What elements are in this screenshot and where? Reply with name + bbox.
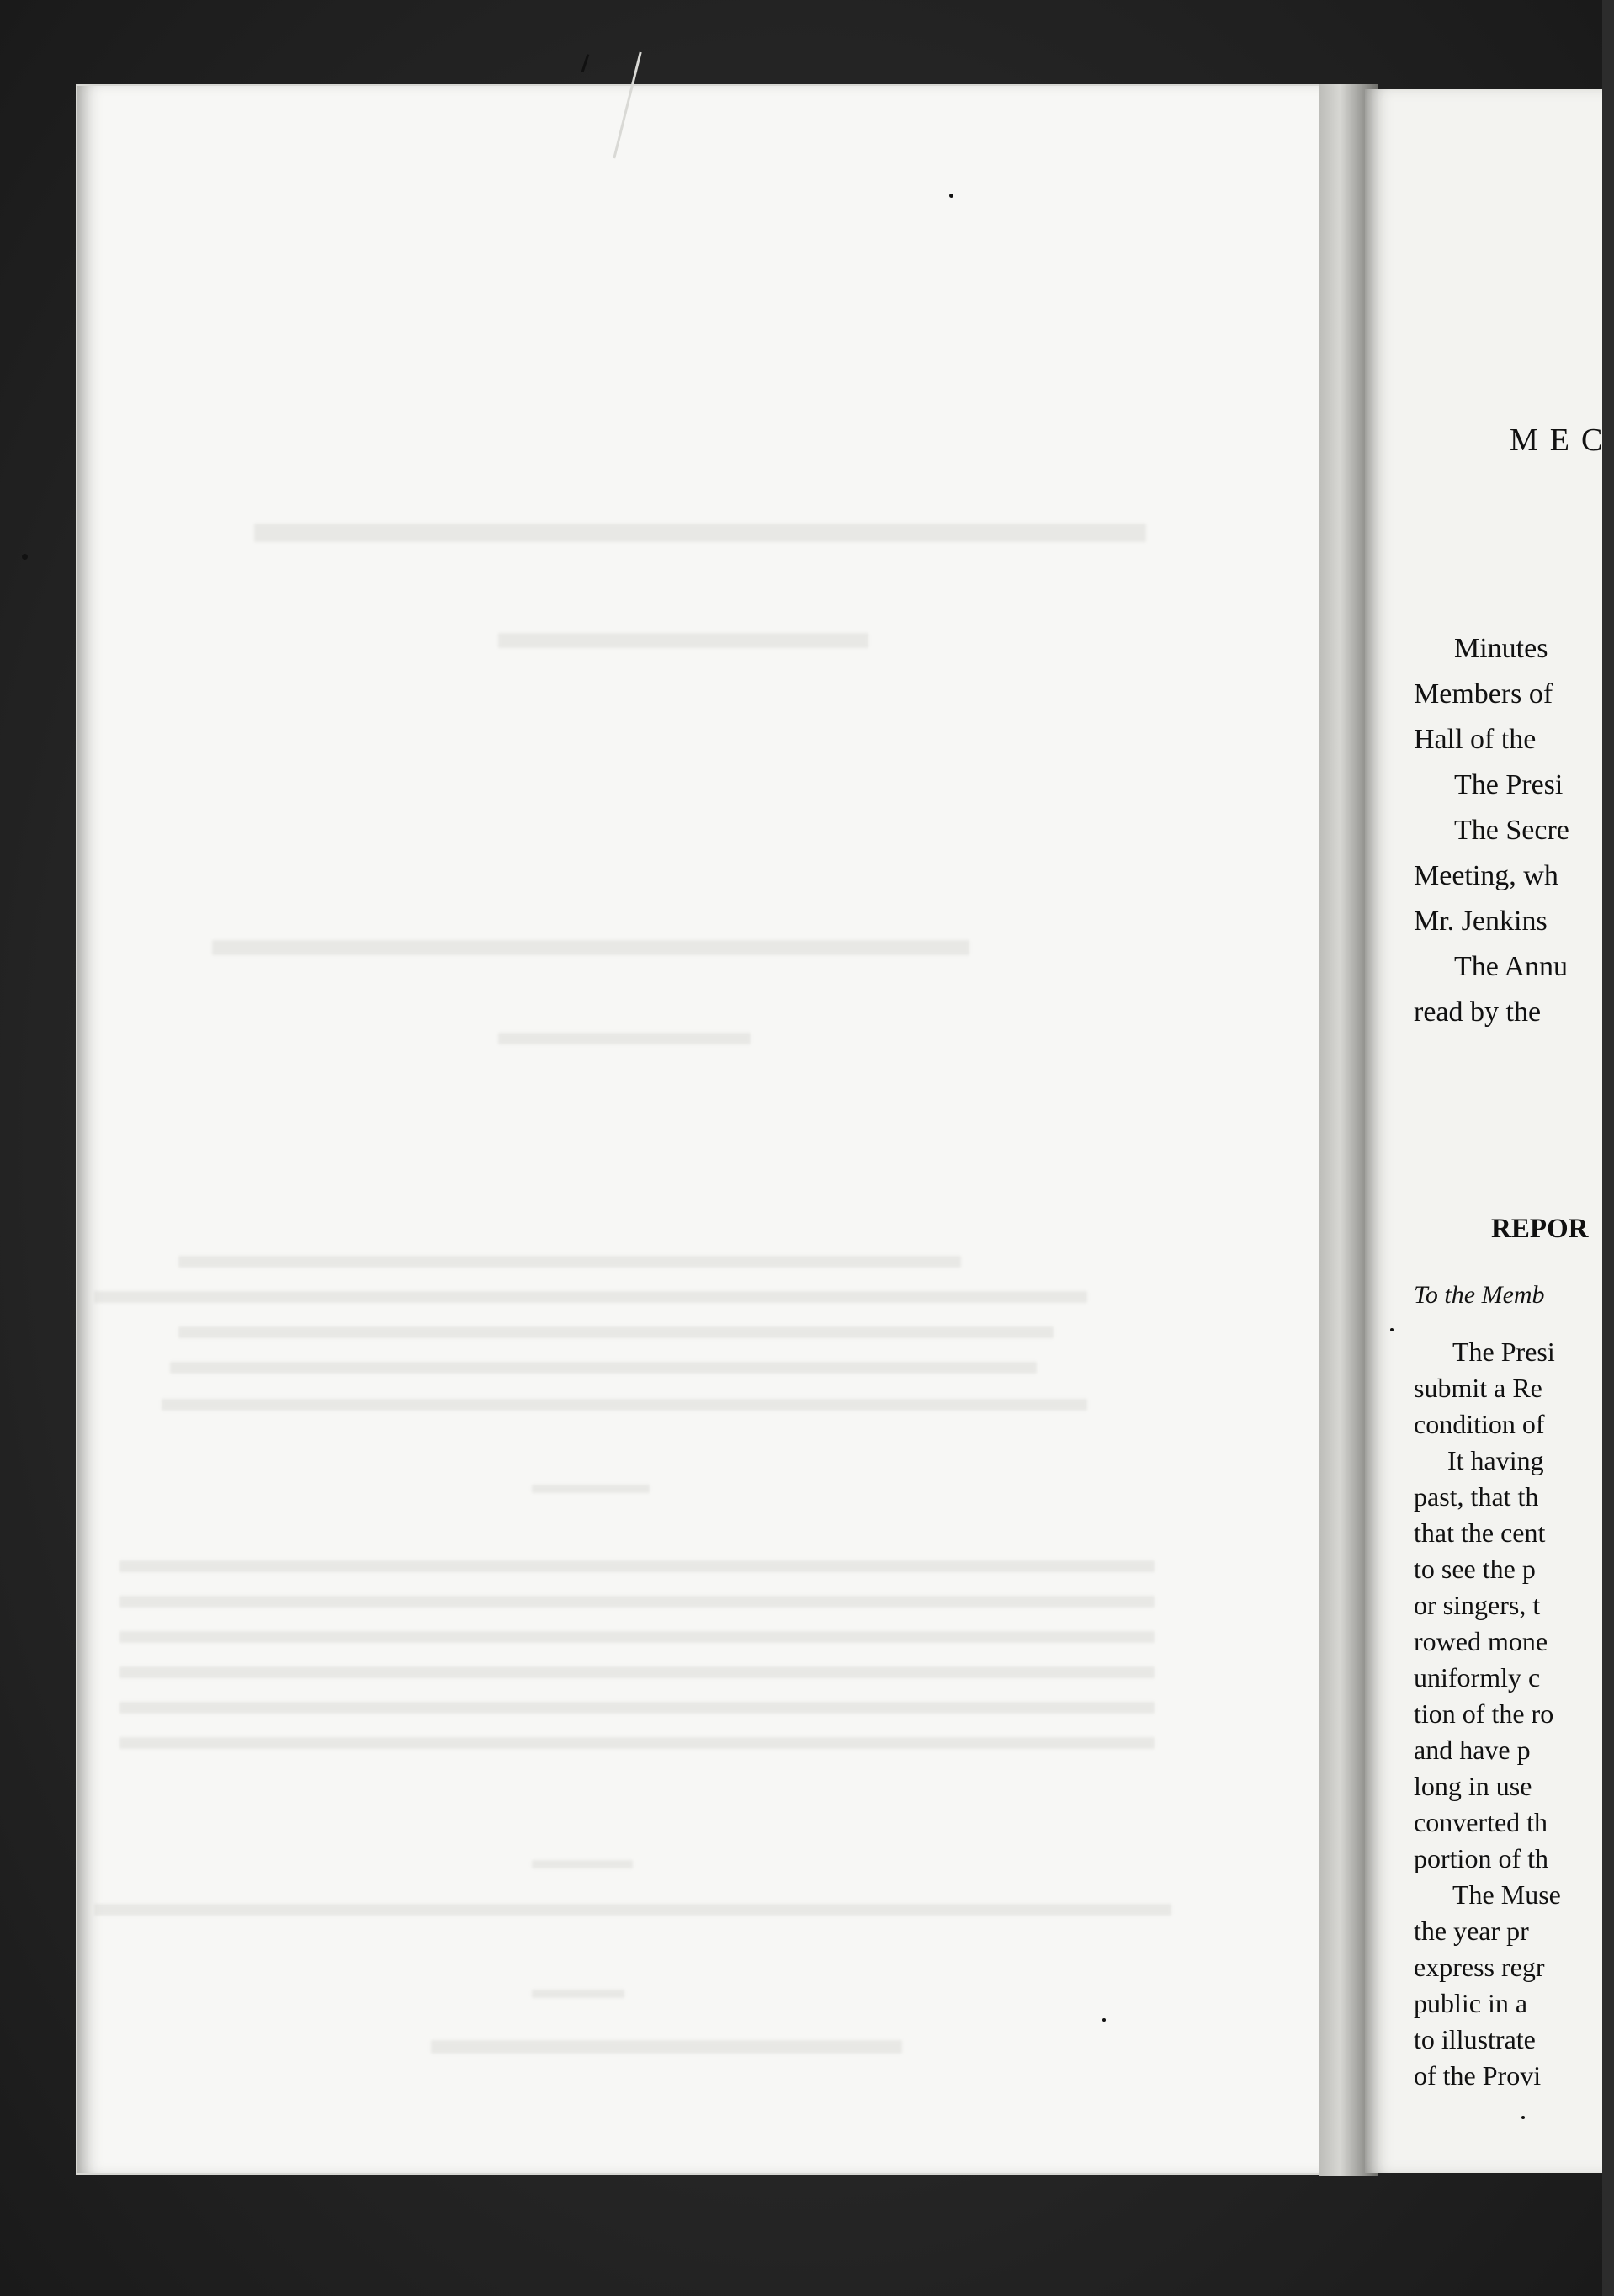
text-line: long in use (1414, 1771, 1532, 1801)
text-line: the year pr (1414, 1916, 1529, 1946)
text-line: The Muse (1452, 1879, 1561, 1910)
salutation: To the Memb (1414, 1281, 1545, 1309)
text-line: Hall of the (1414, 724, 1537, 755)
text-line: Mr. Jenkins (1414, 906, 1548, 937)
text-line: public in a (1414, 1988, 1528, 2018)
text-line: It having (1447, 1445, 1544, 1475)
text-line: submit a Re (1414, 1373, 1542, 1403)
left-page (77, 86, 1340, 2173)
text-line: Members of (1414, 678, 1553, 710)
text-line: to illustrate (1414, 2024, 1536, 2054)
text-line: rowed mone (1414, 1626, 1548, 1656)
text-line: express regr (1414, 1952, 1545, 1982)
text-line: The Annu (1454, 951, 1569, 982)
text-line: read by the (1414, 997, 1542, 1028)
text-line: to see the p (1414, 1554, 1536, 1584)
text-line: or singers, t (1414, 1590, 1541, 1620)
text-line: The Presi (1452, 1337, 1555, 1367)
text-line: The Secre (1454, 815, 1569, 846)
text-line: and have p (1414, 1735, 1531, 1765)
ink-dot (949, 194, 953, 198)
text-line: of the Provi (1414, 2060, 1542, 2091)
text-line: uniformly c (1414, 1662, 1541, 1693)
text-line: converted th (1414, 1807, 1548, 1837)
text-line: past, that th (1414, 1481, 1539, 1512)
text-line: Minutes (1454, 633, 1548, 664)
text-line: that the cent (1414, 1517, 1546, 1548)
text-line: Meeting, wh (1414, 860, 1558, 891)
text-line: portion of th (1414, 1843, 1548, 1873)
section-heading: REPOR (1491, 1214, 1589, 1244)
right-page (1365, 89, 1614, 2173)
text-line: The Presi (1454, 769, 1564, 800)
text-line: condition of (1414, 1409, 1545, 1439)
ink-dot (1521, 2116, 1525, 2119)
ink-dot (1390, 1328, 1394, 1331)
text-line: tion of the ro (1414, 1698, 1554, 1729)
page-heading: MEC (1510, 423, 1614, 458)
bleed-through (77, 86, 1340, 2173)
ink-dot (1102, 2018, 1106, 2022)
dust-speck (22, 554, 28, 560)
